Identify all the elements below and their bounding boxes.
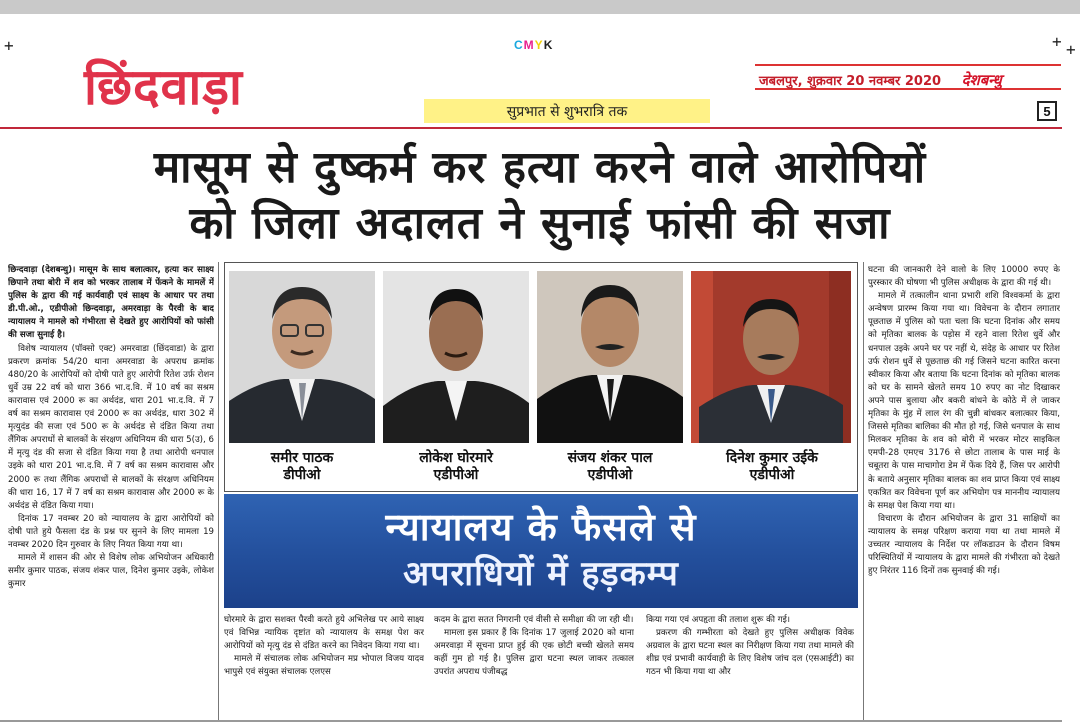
headline-line-2: को जिला अदालत ने सुनाई फांसी की सजा — [189, 198, 891, 249]
caption-3 — [535, 450, 685, 484]
registration-mark-right-2: + — [1066, 40, 1076, 59]
bottom-column-1 — [224, 614, 424, 718]
lead-paragraph-3: दिनांक 17 नवम्बर 20 को न्यायालय के द्वारा आरोपियों को दोषी पाते हुये फैसला दंड के प्रश्न पर सुनने के लिए मामला 19 नवम्बर 2020 दिन गुरुवार के लिए नियत किया गया था। — [8, 513, 214, 550]
main-headline — [0, 140, 1080, 252]
photo-lokesh-ghormare — [383, 271, 529, 443]
cmyk-k: K — [543, 38, 554, 52]
lead-paragraph-4: मामले में शासन की ओर से विशेष लोक अभियोजन अधिकारी समीर कुमार पाठक, संजय शंकर पाल, दिनेश कुमार उइके, लोकेश कुमार — [8, 553, 214, 590]
blue-banner — [224, 494, 858, 608]
caption-2-title: एडीपीओ — [433, 467, 479, 483]
page-bottom-rule — [0, 720, 1062, 722]
caption-1 — [227, 450, 377, 484]
cmyk-m: M — [523, 38, 535, 52]
caption-4-title: एडीपीओ — [749, 467, 795, 483]
newspaper-brand: देशबन्धु — [961, 71, 1002, 89]
dateline — [755, 64, 1061, 90]
bottom-column-2 — [434, 614, 634, 718]
caption-4 — [697, 450, 847, 484]
caption-1-name: समीर पाठक — [270, 450, 334, 466]
cmyk-mark — [514, 38, 553, 52]
city-title: छिंदवाड़ा — [84, 58, 243, 116]
caption-4-name: दिनेश कुमार उईके — [726, 450, 818, 466]
lead-paragraph-1: छिन्दवाड़ा (देशबन्धु)। मासूम के साथ बलात्कार, हत्या कर साक्ष्य छिपाने तथा बोरी में शव को भरकर तालाब में फेंकने के मामलें में पुलिस के द्वारा की गई कार्यवाही एवं साक्ष्य के आधार पर तथा डी.पी.ओ., एडीपीओ छिन्दवाड़ा, अमरवाड़ा के पैरवी के बाद न्यायालय ने मामले को गंभीरता से देखते हुए आरोपियों को फांसी की सजा सुनाई है। — [8, 265, 214, 341]
photo-dinesh-kumar-uike — [691, 271, 851, 443]
masthead-rule — [0, 127, 1062, 129]
caption-3-name: संजय शंकर पाल — [567, 450, 653, 466]
tagline-box: सुप्रभात से शुभरात्रि तक — [424, 99, 710, 123]
bottom-col-2-para-1: कदम के द्वारा सतत निगरानी एवं वीसी से समीक्षा की जा रही थी। — [434, 615, 634, 625]
cmyk-y: Y — [534, 38, 544, 52]
banner-line-1: न्यायालय के फैसले से — [385, 505, 697, 549]
photo-strip — [224, 262, 858, 492]
photo-samir-pathak — [229, 271, 375, 443]
bottom-col-1-para-1: घोरमारे के द्वारा सशक्त पैरवी करते हुये अभिलेख पर आये साक्ष्य एवं विभिन्न न्यायिक दृष्टांत को न्यायालय के समक्ष पेश कर आरोपियों को मृत्यु दंड से दंडित करने का निवेदन किया गया था। — [224, 615, 424, 652]
lead-column — [8, 264, 214, 720]
bottom-col-2-para-2: मामला इस प्रकार हैं कि दिनांक 17 जुलाई 2020 को थाना अमरवाड़ा में सूचना प्राप्त हुई की एक छोटी बच्ची खेलते समय कहीं गुम हो गई है। पुलिस द्वारा घटना स्थल जाकर तत्काल उपरांत अपराध पंजीबद्ध — [434, 628, 634, 678]
lead-paragraph-2: विशेष न्यायालय (पॉक्सो एक्ट) अमरवाडा (छिंदवाडा) के द्वारा प्रकरण क्रमांक 54/20 थाना अमरवाडा के अपराध क्रमांक 480/20 के आरोपियों को दोषी पाते हुए आरोपी रितेश उर्फ़ रोशन धुर्वे उम्र 22 वर्ष को धारा 366 भा.द.वि. में 10 वर्ष का सश्रम कारावास एवं 2000 रू का अर्थदंड, धारा 201 भा.द.वि. में 7 वर्ष का सश्रम कारावास एवं 2000 रू का अर्थदंड, धारा 302 में मृत्युदंड की सजा एवं 500 रू के अर्थदंड से दंडित किया तथा लैंगिक अपराधों से बालकों के संरक्षण अधिनियम की धारा 5(उ), 6 में मृत्यु दंड की सजा से दंडित किया गया है तथा आरोपी धनपाल उइके को धारा 201 भा.द.वि. में 7 वर्ष का सश्रम कारावास और 2000 रू तथा लैंगिक अपराधों से बालकों के संरक्षण अधिनियम की धारा 16, 17 में 7 वर्ष का सश्रम कारावास और 2000 रू के अर्थदंड से दंडित किया गया। — [8, 343, 214, 511]
banner-line-2: अपराधियों में हड़कम्प — [403, 554, 679, 594]
page-number: 5 — [1037, 101, 1057, 121]
column-divider-right — [863, 262, 864, 720]
cmyk-c: C — [514, 38, 524, 52]
right-paragraph-3: विचारण के दौरान अभियोजन के द्वारा 31 साक्षियों का न्यायालय के समक्ष परिक्षण कराया गया था तथा मामले में उच्चतर न्यायालय के निर्देश पर लॉकडाउन के दौरान विषम परिस्थितियों में न्यायालय के द्वारा मामले की गंभीरता को देखते हुए निरंतर 116 दिनों तक सुनवाई की गई। — [868, 513, 1060, 577]
bottom-column-3 — [646, 614, 854, 718]
bottom-col-1-para-2: मामले में संचालक लोक अभियोजन मप्र भोपाल विजय यादव भापुसे एवं संयुक्त संचालक एलएस — [224, 654, 424, 678]
registration-mark-left: + — [4, 36, 14, 55]
caption-2 — [381, 450, 531, 484]
top-gray-strip — [0, 0, 1080, 14]
date-text: जबलपुर, शुक्रवार 20 नवम्बर 2020 — [759, 74, 942, 89]
headline-line-1: मासूम से दुष्कर्म कर हत्या करने वाले आरोपियों — [153, 142, 927, 193]
caption-1-title: डीपीओ — [283, 467, 321, 483]
bottom-col-3-para-2: प्रकरण की गम्भीरता को देखते हुए पुलिस अधीक्षक विवेक अग्रवाल के द्वारा घटना स्थल का निरीक्षण किया गया तथा मामले की शीघ्र एवं प्रभावी कार्यवाही के लिए विशेष जांच दल (एसआईटी) का गठन भी किया गया था और — [646, 628, 854, 678]
photo-sanjay-shankar-pal — [537, 271, 683, 443]
column-divider — [218, 262, 219, 720]
right-paragraph-2: मामले में तत्कालीन थाना प्रभारी शशि विश्वकर्मा के द्वारा अन्वेषण प्रारम्भ किया गया था। विवेचना के दौरान लगातार पूछताछ में पुलिस को पता चला कि घटना दिनांक और समय को मृतिका बालक के पड़ोस में रहने वाला रितेश धुर्वे और धनपाल उइके अपने घर पर नहीं थे, संदेह के आधार पर रितेश उर्फ रोशन धुर्वे से पूछताछ की गई जिसने घटना कारित करना स्वीकार किया और बताया कि घटना दिनांक को मृतिका बालक को घर के सामने खेलते समय 10 रुपए का नोट दिखाकर अपने पास बुलाया और बकरी बांधने के कोठे में ले जाकर मृतिका के मुंह में लाल रंग की चुन्नी बांधकर बलात्कार किया, जिससे मृतिका बालिका की मौत हो गई, जिसे धनपाल के साथ मिलकर मृतिका के शव को बोरी में भरकर मोटर साइकिल एमपी-28 एमएच 3176 से छोटा तालाब के पास माई के चबूतरा के पास माचागोरा डेम में फेंक दिये हैं, जिस पर आरोपी के बताये अनुसार मृतिका बालक का शव प्राप्त किया एवं साक्ष्य एकत्रित कर विवेचना पूर्ण कर अभियोग पत्र माननीय न्यायालय के समक्ष पेश किया गया था। — [868, 291, 1060, 511]
right-column — [868, 264, 1060, 720]
caption-3-title: एडीपीओ — [587, 467, 633, 483]
registration-mark-right: + — [1052, 32, 1062, 51]
bottom-col-3-para-1: किया गया एवं अपहृता की तलाश शुरू की गई। — [646, 615, 791, 625]
right-paragraph-1: घटना की जानकारी देने वालो के लिए 10000 रुपए के पुरस्कार की घोषणा भी पुलिस अधीक्षक के द्वारा की गई थी। — [868, 265, 1060, 289]
caption-2-name: लोकेश घोरमारे — [419, 450, 493, 466]
